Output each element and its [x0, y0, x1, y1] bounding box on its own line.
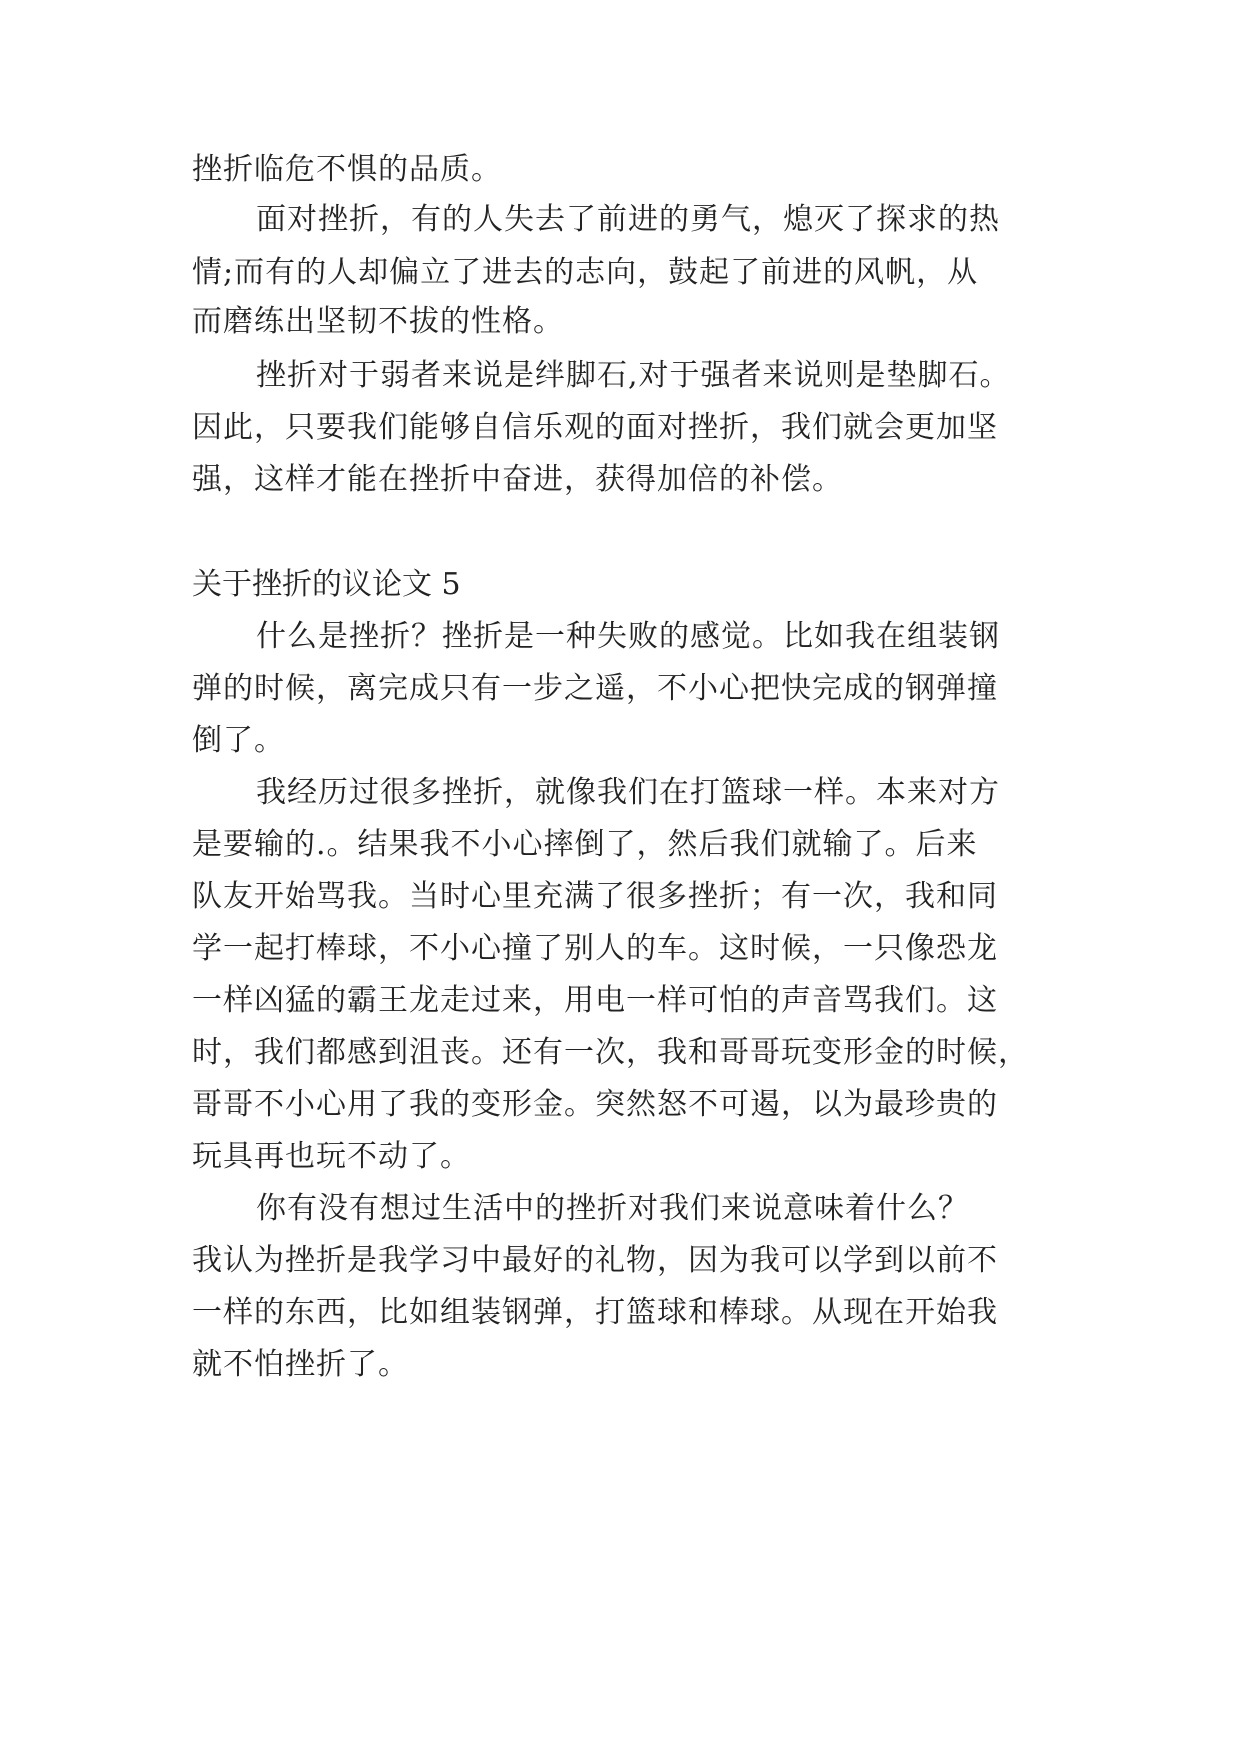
paragraph-line: 一样的东西，比如组装钢弹，打篮球和棒球。从现在开始我	[192, 1295, 998, 1330]
paragraph-line: 倒了。	[192, 723, 285, 758]
paragraph-line: 哥哥不小心用了我的变形金。突然怒不可遏，以为最珍贵的	[192, 1087, 998, 1122]
section-heading: 关于挫折的议论文 5	[192, 567, 461, 602]
paragraph-line: 玩具再也玩不动了。	[192, 1139, 471, 1174]
paragraph-line: 时，我们都感到沮丧。还有一次，我和哥哥玩变形金的时候，	[192, 1035, 1029, 1070]
paragraph-line: 弹的时候，离完成只有一步之遥，不小心把快完成的钢弹撞	[192, 671, 998, 706]
paragraph-line: 学一起打棒球，不小心撞了别人的车。这时候，一只像恐龙	[192, 931, 998, 966]
paragraph-line: 什么是挫折？挫折是一种失败的感觉。比如我在组装钢	[256, 619, 1000, 654]
paragraph-line: 一样凶猛的霸王龙走过来，用电一样可怕的声音骂我们。这	[192, 983, 998, 1018]
paragraph-line: 我认为挫折是我学习中最好的礼物，因为我可以学到以前不	[192, 1243, 998, 1278]
paragraph-line: 是要输的.。结果我不小心摔倒了，然后我们就输了。后来	[192, 827, 978, 862]
paragraph-line: 面对挫折，有的人失去了前进的勇气，熄灭了探求的热	[256, 202, 1000, 237]
paragraph-line: 我经历过很多挫折，就像我们在打篮球一样。本来对方	[256, 775, 1000, 810]
paragraph-line: 因此，只要我们能够自信乐观的面对挫折，我们就会更加坚	[192, 410, 998, 445]
paragraph-line: 而磨练出坚韧不拔的性格。	[192, 304, 564, 339]
paragraph-line: 队友开始骂我。当时心里充满了很多挫折；有一次，我和同	[192, 879, 998, 914]
paragraph-line: 你有没有想过生活中的挫折对我们来说意味着什么？	[256, 1191, 969, 1226]
paragraph-line: 就不怕挫折了。	[192, 1347, 409, 1382]
paragraph-line: 强，这样才能在挫折中奋进，获得加倍的补偿。	[192, 462, 843, 497]
paragraph-line: 挫折对于弱者来说是绊脚石,对于强者来说则是垫脚石。	[256, 358, 1011, 393]
paragraph-line: 情;而有的人却偏立了进去的志向，鼓起了前进的风帆，从	[192, 255, 979, 290]
paragraph-line: 挫折临危不惧的品质。	[192, 152, 502, 187]
